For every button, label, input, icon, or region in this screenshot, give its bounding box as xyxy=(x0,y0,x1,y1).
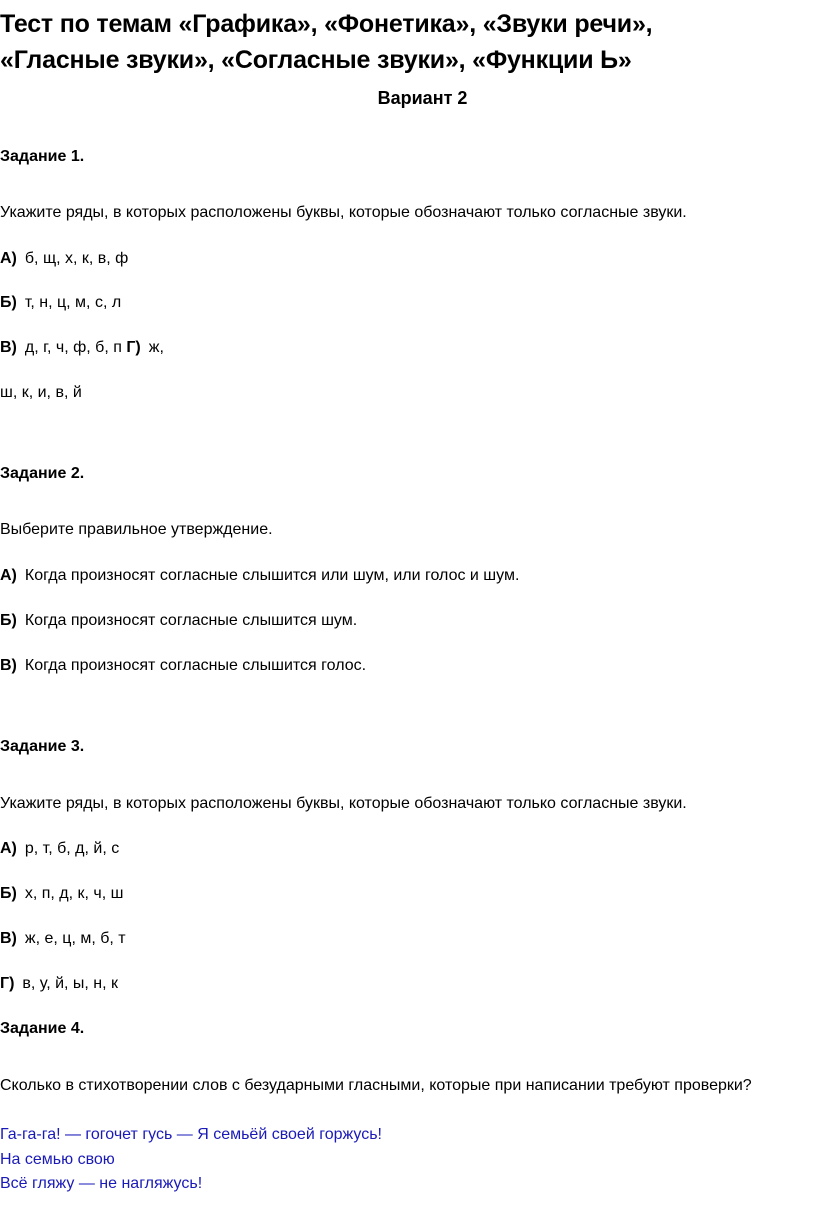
option-letter: А) xyxy=(0,567,17,584)
task3-option-b xyxy=(0,883,123,905)
option-text: р, т, б, д, й, с xyxy=(24,840,120,857)
option-text: ж, xyxy=(148,339,164,356)
option-letter: Б) xyxy=(0,612,17,629)
task1-option-a xyxy=(0,248,128,270)
task1-option-d-continued: ш, к, и, в, й xyxy=(0,384,82,401)
option-text: Когда произносят согласные слышится или шум, или голос и шум. xyxy=(24,567,520,584)
task4-question: Сколько в стихотворении слов с безударными гласными, которые при написании требуют проверки? xyxy=(0,1077,752,1094)
task3-question: Укажите ряды, в которых расположены буквы, которые обозначают только согласные звуки. xyxy=(0,795,687,812)
option-letter: Г) xyxy=(126,339,141,356)
task2-option-b xyxy=(0,610,357,632)
poem-line-3: Всё гляжу — не нагляжусь! xyxy=(0,1175,203,1192)
task3-option-a xyxy=(0,838,119,860)
task1-option-b xyxy=(0,292,121,314)
title-line-2: «Гласные звуки», «Согласные звуки», «Функции Ь» xyxy=(0,46,632,74)
task2-heading: Задание 2. xyxy=(0,465,85,482)
option-letter: А) xyxy=(0,840,17,857)
option-letter: Б) xyxy=(0,294,17,311)
option-text: Когда произносят согласные слышится шум. xyxy=(24,612,358,629)
task3-option-c xyxy=(0,928,126,950)
option-letter: Г) xyxy=(0,975,15,992)
title-line-1: Тест по темам «Графика», «Фонетика», «Звуки речи», xyxy=(0,10,653,38)
option-letter: В) xyxy=(0,657,17,674)
option-text: Когда произносят согласные слышится голос. xyxy=(24,657,367,674)
task3-option-d xyxy=(0,973,118,995)
option-text: т, н, ц, м, с, л xyxy=(24,294,122,311)
task1-option-c-d xyxy=(0,337,164,359)
variant-heading: Вариант 2 xyxy=(377,88,468,108)
task1-question: Укажите ряды, в которых расположены буквы, которые обозначают только согласные звуки. xyxy=(0,204,687,221)
option-text: ж, е, ц, м, б, т xyxy=(24,930,126,947)
option-text: в, у, й, ы, н, к xyxy=(22,975,119,992)
task2-option-a xyxy=(0,565,519,587)
option-letter: В) xyxy=(0,339,17,356)
option-letter: А) xyxy=(0,250,17,267)
task2-option-c xyxy=(0,655,366,677)
option-letter: В) xyxy=(0,930,17,947)
option-letter: Б) xyxy=(0,885,17,902)
poem-line-1: Га-га-га! — гогочет гусь — Я семьёй своей горжусь! xyxy=(0,1126,382,1143)
task1-heading: Задание 1. xyxy=(0,148,85,165)
task2-question: Выберите правильное утверждение. xyxy=(0,521,273,538)
option-text: б, щ, х, к, в, ф xyxy=(24,250,129,267)
task4-heading: Задание 4. xyxy=(0,1020,85,1037)
document-title xyxy=(0,6,800,78)
option-text: х, п, д, к, ч, ш xyxy=(24,885,124,902)
poem-line-2: На семью свою xyxy=(0,1151,115,1168)
option-text: д, г, ч, ф, б, п xyxy=(24,339,122,356)
task3-heading: Задание 3. xyxy=(0,738,85,755)
